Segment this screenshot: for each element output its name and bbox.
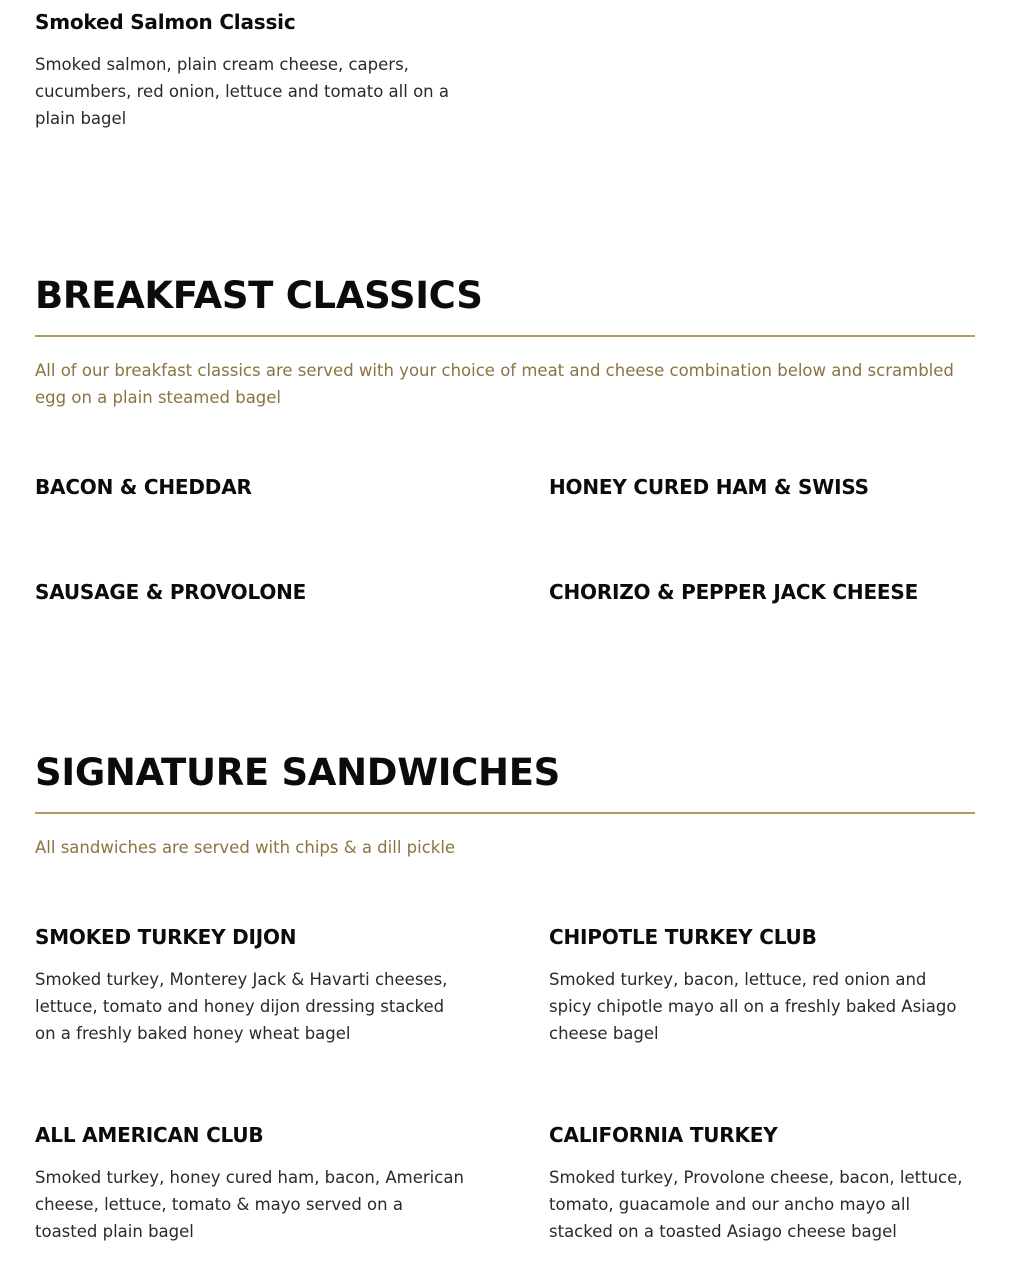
item-title-all-american-club: ALL AMERICAN CLUB — [35, 1123, 264, 1147]
section-note-breakfast: All of our breakfast classics are served with your choice of meat and cheese combination below and scrambled egg on a plain steamed bagel — [35, 361, 954, 407]
item-description-california-turkey: Smoked turkey, Provolone cheese, bacon, lettuce, tomato, guacamole and our ancho mayo all stacked on a toasted Asiago cheese bagel — [549, 1168, 963, 1241]
item-title-sausage-provolone: SAUSAGE & PROVOLONE — [35, 580, 307, 604]
item-title-smoked-salmon-classic: Smoked Salmon Classic — [35, 10, 296, 34]
section-divider-sandwiches — [35, 812, 975, 814]
item-title-california-turkey: CALIFORNIA TURKEY — [549, 1123, 778, 1147]
section-divider-breakfast — [35, 335, 975, 337]
item-title-chipotle-turkey-club: CHIPOTLE TURKEY CLUB — [549, 925, 817, 949]
section-title-breakfast-classics: BREAKFAST CLASSICS — [35, 274, 483, 317]
item-title-chorizo-pepper-jack: CHORIZO & PEPPER JACK CHEESE — [549, 580, 919, 604]
section-note-sandwiches: All sandwiches are served with chips & a dill pickle — [35, 838, 456, 857]
item-description-smoked-turkey-dijon: Smoked turkey, Monterey Jack & Havarti cheeses, lettuce, tomato and honey dijon dressing stacked on a freshly baked honey wheat bagel — [35, 970, 448, 1043]
item-description-chipotle-turkey-club: Smoked turkey, bacon, lettuce, red onion and spicy chipotle mayo all on a freshly baked Asiago cheese bagel — [549, 970, 957, 1043]
item-description-all-american-club: Smoked turkey, honey cured ham, bacon, American cheese, lettuce, tomato & mayo served on a toasted plain bagel — [35, 1168, 464, 1241]
item-title-smoked-turkey-dijon: SMOKED TURKEY DIJON — [35, 925, 297, 949]
item-title-bacon-cheddar: BACON & CHEDDAR — [35, 475, 252, 499]
item-description-smoked-salmon-classic: Smoked salmon, plain cream cheese, capers, cucumbers, red onion, lettuce and tomato all on a plain bagel — [35, 55, 449, 128]
item-title-honey-cured-ham-swiss: HONEY CURED HAM & SWISS — [549, 475, 869, 499]
section-title-signature-sandwiches: SIGNATURE SANDWICHES — [35, 751, 561, 794]
